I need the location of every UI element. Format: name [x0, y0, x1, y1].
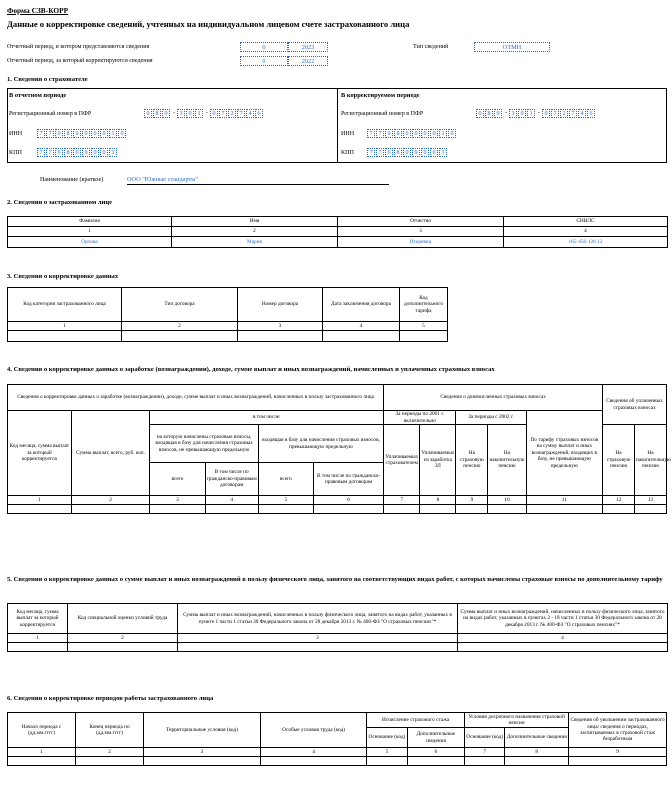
digit-cell[interactable]: 8 [64, 129, 72, 138]
digit-cell[interactable]: 2 [228, 109, 236, 118]
reporting-year-field[interactable]: 2023 [288, 42, 328, 52]
form-code: Форма СЗВ-КОРР [7, 6, 69, 15]
corrected-year-field[interactable]: 2022 [288, 56, 328, 66]
digit-cell[interactable]: 0 [421, 129, 429, 138]
column-number: 1 [8, 496, 72, 505]
reg-number-label-corrected: Регистрационный номер в ПФР [341, 111, 424, 117]
info-type-label: Тип сведений [413, 44, 449, 50]
section-2-title: 2. Сведения о застрахованном лице [7, 199, 113, 206]
digit-cell[interactable]: 0 [412, 129, 420, 138]
data-cell[interactable] [400, 331, 448, 342]
digit-cell[interactable]: 1 [439, 129, 447, 138]
digit-cell[interactable]: 1 [109, 148, 117, 157]
reporting-period-label: Отчетный период, в котором представляются сведения [7, 44, 150, 50]
column-number: 8 [505, 748, 569, 757]
column-number: 1 [8, 322, 122, 331]
corrected-period-subtitle: В корректируемом периоде [341, 92, 420, 99]
data-cell[interactable] [323, 331, 400, 342]
reg-number-field-corrected[interactable] [476, 108, 596, 118]
data-cell[interactable] [8, 331, 122, 342]
digit-cell[interactable]: 9 [82, 148, 90, 157]
paid-funded-pension-header: На накопительную пенсию [635, 425, 667, 496]
column-number: 8 [420, 496, 456, 505]
column-number: 4 [260, 748, 366, 757]
period-end-header: Конец периода по (дд.мм.гггг) [76, 713, 144, 748]
contract-date-header: Дата заключения договора [323, 288, 400, 322]
digit-cell[interactable]: 7 [37, 129, 45, 138]
column-number: 9 [456, 496, 488, 505]
section-5-title: 5. Сведения о корректировке данных о сумме выплат и иных вознаграждений в пользу физического лица, занятого на соответствующих видах работ, с которых начислены страховые взносы по дополнительному тарифу [7, 576, 663, 583]
digit-cell[interactable]: 0 [55, 148, 63, 157]
digit-cell[interactable]: 7 [367, 148, 375, 157]
extra-tariff-table [7, 603, 668, 652]
separator: - [173, 110, 175, 116]
column-number: 7 [464, 748, 504, 757]
column-number: 3 [238, 322, 323, 331]
work-periods-table [7, 712, 667, 766]
name-header: Имя [172, 217, 338, 227]
digit-cell[interactable]: 0 [403, 129, 411, 138]
digit-cell[interactable]: 0 [542, 109, 550, 118]
reporting-quarter-field[interactable]: 0 [240, 42, 288, 52]
column-number: 5 [258, 496, 313, 505]
correction-data-table [7, 287, 448, 342]
seniority-basis-header: Основание (код) [367, 728, 407, 748]
category-code-header: Код категории застрахованного лица [8, 288, 122, 322]
reg-number-label: Регистрационный номер в ПФР [9, 111, 92, 117]
digit-cell[interactable]: 0 [518, 109, 526, 118]
column-number: 4 [323, 322, 400, 331]
name-value[interactable]: Мария [172, 237, 338, 248]
digit-cell[interactable]: 1 [195, 109, 203, 118]
insured-person-table [7, 216, 668, 248]
digit-cell[interactable]: 8 [485, 109, 493, 118]
section-3-title: 3. Сведения о корректировке данных [7, 273, 119, 280]
inn-field[interactable] [37, 128, 127, 138]
column-number: 3 [178, 634, 458, 643]
patronymic-header: Отчество [338, 217, 504, 227]
section-6-title: 6. Сведения о корректировке периодов работы застрахованного лица [7, 695, 214, 702]
funded-pension-header: На накопительную пенсию [488, 425, 526, 496]
insurance-pension-header: На страховую пенсию [456, 425, 488, 496]
before-2001-header: За периоды по 2001 г. включительно [384, 411, 456, 425]
including-header: в том числе: [150, 411, 384, 425]
total-below-header: всего [150, 463, 205, 496]
kpp-field[interactable] [37, 147, 118, 157]
insurer-divider [337, 88, 338, 163]
digit-cell[interactable]: 7 [237, 109, 245, 118]
digit-cell[interactable]: 1 [439, 148, 447, 157]
since-2002-header: За периоды с 2002 г. [456, 411, 526, 425]
below-limit-header: на которую начислены страховые взносы, входящая в базу для начисления страховых взносов, не превышающую предельную [150, 425, 258, 463]
digit-cell[interactable]: 1 [109, 129, 117, 138]
column-number: 2 [122, 322, 238, 331]
digit-cell[interactable]: 7 [569, 109, 577, 118]
digit-cell[interactable]: 4 [578, 109, 586, 118]
surname-header: Фамилия [8, 217, 172, 227]
digit-cell[interactable]: 7 [46, 148, 54, 157]
org-name-field[interactable]: ООО "Южные стандарты" [127, 176, 389, 185]
column-number: 11 [526, 496, 603, 505]
column-number: 4 [504, 227, 668, 237]
employer-paid-header: Уплачиваемых страхователем [384, 425, 420, 496]
column-number: 2 [172, 227, 338, 237]
inn-field-corrected[interactable] [367, 128, 457, 138]
digit-cell[interactable]: 3 [509, 109, 517, 118]
corrected-period-label: Отчетный период, за который корректируются сведения [7, 58, 153, 64]
extra-tariff-header: Код дополнительного тарифа [400, 288, 448, 322]
month-code-header: Код месяца, сумма выплат за который корректируется [8, 604, 68, 634]
column-number: 4 [458, 634, 668, 643]
column-number: 7 [384, 496, 420, 505]
column-number: 2 [76, 748, 144, 757]
digit-cell[interactable]: 2 [560, 109, 568, 118]
dismissal-header: Сведения об увольнении застрахованного лица/ сведения о периодах, засчитываемых в страховой стаж безработным [569, 713, 667, 748]
total-payments-header: Сумма выплат, всего, руб. коп. [71, 411, 150, 496]
digit-cell[interactable]: 7 [46, 129, 54, 138]
digit-cell[interactable]: 7 [37, 148, 45, 157]
reporting-period-subtitle: В отчетном периоде [9, 92, 67, 99]
snils-header: СНИЛС [504, 217, 668, 227]
column-number: 6 [314, 496, 384, 505]
digit-cell[interactable]: 0 [210, 109, 218, 118]
digit-cell[interactable]: 0 [421, 148, 429, 157]
column-number: 2 [68, 634, 178, 643]
digit-cell[interactable]: 0 [385, 148, 393, 157]
employee-paid-header: Уплачиваемых из заработка ЗЛ [420, 425, 456, 496]
special-conditions-header: Особые условия труда (код) [260, 713, 366, 748]
period-start-header: Начало периода с (дд.мм.гггг) [8, 713, 76, 748]
digit-cell[interactable]: 8 [64, 148, 72, 157]
digit-cell[interactable]: 6 [587, 109, 595, 118]
digit-cell[interactable]: 7 [551, 109, 559, 118]
column-number: 5 [400, 322, 448, 331]
digit-cell[interactable]: 9 [162, 109, 170, 118]
digit-cell[interactable]: 6 [255, 109, 263, 118]
column-number: 1 [8, 748, 76, 757]
month-code-header: Код месяца, сумма выплат за который корректируется [8, 411, 72, 496]
digit-cell[interactable]: 0 [82, 129, 90, 138]
table-row[interactable] [8, 643, 668, 652]
early-basis-header: Основание (код) [464, 728, 504, 748]
digit-cell[interactable]: 1 [527, 109, 535, 118]
above-limit-header: входящая в базу для начисления страховых взносов, превышающую предельную [258, 425, 383, 463]
digit-cell[interactable]: 0 [430, 148, 438, 157]
separator: - [505, 110, 507, 116]
digit-cell[interactable]: 0 [118, 129, 126, 138]
digit-cell[interactable]: 4 [246, 109, 254, 118]
digit-cell[interactable]: 0 [186, 109, 194, 118]
total-above-header: всего [258, 463, 313, 496]
patronymic-value[interactable]: Игоревна [338, 237, 504, 248]
digit-cell[interactable]: 7 [219, 109, 227, 118]
kpp-field-corrected[interactable] [367, 147, 448, 157]
payments-items2-18-header: Сумма выплат и иных вознаграждений, начисленных в пользу физического лица, занятого на видах работ, указанных в пунктах 2 - 18 части 1 статьи 30 Федерального закона от 28 декабря 2013 г. № 400-ФЗ "О страховых пенсиях"* [458, 604, 668, 634]
digit-cell[interactable]: 0 [100, 148, 108, 157]
digit-cell[interactable]: 0 [73, 148, 81, 157]
contract-type-header: Тип договора [122, 288, 238, 322]
earnings-table [7, 384, 671, 514]
snils-value[interactable]: 165-456-126 12 [504, 237, 668, 248]
paid-insurance-pension-header: На страховую пенсию [603, 425, 635, 496]
digit-cell[interactable]: 0 [91, 129, 99, 138]
reg-number-field[interactable] [144, 108, 264, 118]
surname-value[interactable]: Орлова [8, 237, 172, 248]
column-number: 9 [569, 748, 667, 757]
column-number: 3 [338, 227, 504, 237]
data-cell[interactable] [238, 331, 323, 342]
digit-cell[interactable]: 7 [376, 129, 384, 138]
digit-cell[interactable]: 0 [144, 109, 152, 118]
table-row[interactable] [8, 505, 667, 514]
column-number: 6 [407, 748, 464, 757]
kpp-label-corrected: КПП [341, 150, 354, 156]
territorial-conditions-header: Территориальные условия (код) [144, 713, 261, 748]
seniority-header: Исчисление страхового стажа [367, 713, 465, 728]
column-number: 2 [71, 496, 150, 505]
section-1-title: 1. Сведения о страхователе [7, 76, 88, 83]
info-type-field[interactable]: ОТМН [474, 42, 550, 52]
column-number: 12 [603, 496, 635, 505]
column-number: 3 [144, 748, 261, 757]
digit-cell[interactable]: 0 [55, 129, 63, 138]
separator: - [206, 110, 208, 116]
digit-cell[interactable]: 0 [430, 129, 438, 138]
digit-cell[interactable]: 8 [394, 129, 402, 138]
column-number: 10 [488, 496, 526, 505]
column-number: 4 [205, 496, 258, 505]
digit-cell[interactable]: 0 [385, 129, 393, 138]
digit-cell[interactable]: 0 [91, 148, 99, 157]
data-cell[interactable] [122, 331, 238, 342]
early-pension-header: Условия досрочного назначения страховой пенсии [464, 713, 568, 728]
column-number: 1 [8, 227, 172, 237]
column-number: 1 [8, 634, 68, 643]
payments-item1-header: Сумма выплат и иных вознаграждений, начисленных в пользу физического лица, занятого на видах работ, указанных в пункте 1 части 1 статьи 30 Федерального закона от 28 декабря 2013 г. № 400-ФЗ "О страховых пенсиях"* [178, 604, 458, 634]
paid-contributions-header: Сведения об уплаченных страховых взносах [603, 385, 667, 425]
earnings-group-header: Сведения о корректировке данных о заработке (вознаграждении), доходе, сумме выплат и иных вознаграждений, начисленных в пользу застрахованного лица [8, 385, 384, 411]
section-4-title: 4. Сведения о корректировке данных о заработке (вознаграждении), доходе, сумме выплат и иных вознаграждений, начисленных и уплаченных страховых взносах [7, 366, 495, 373]
digit-cell[interactable]: 8 [153, 109, 161, 118]
accrued-contributions-header: Сведения о доначисленных страховых взносах [384, 385, 603, 411]
digit-cell[interactable]: 0 [448, 129, 456, 138]
civil-below-header: В том числе по гражданско-правовым договорам [205, 463, 258, 496]
seniority-extra-header: Дополнительные сведения [407, 728, 464, 748]
org-name-label: Наименование (краткое) [40, 177, 104, 183]
separator: - [538, 110, 540, 116]
column-number: 13 [635, 496, 667, 505]
digit-cell[interactable]: 0 [476, 109, 484, 118]
table-row[interactable] [8, 757, 667, 766]
corrected-quarter-field[interactable]: 0 [240, 56, 288, 66]
column-number: 5 [367, 748, 407, 757]
kpp-label: КПП [9, 150, 22, 156]
digit-cell[interactable]: 0 [73, 129, 81, 138]
inn-label-corrected: ИНН [341, 131, 355, 137]
digit-cell[interactable]: 3 [177, 109, 185, 118]
digit-cell[interactable]: 0 [403, 148, 411, 157]
digit-cell[interactable]: 9 [412, 148, 420, 157]
digit-cell[interactable]: 7 [367, 129, 375, 138]
digit-cell[interactable]: 8 [394, 148, 402, 157]
contract-number-header: Номер договора [238, 288, 323, 322]
special-assessment-header: Код специальной оценки условий труда [68, 604, 178, 634]
column-number: 3 [150, 496, 205, 505]
civil-above-header: В том числе по гражданско-правовым договорам [314, 463, 384, 496]
digit-cell[interactable]: 7 [376, 148, 384, 157]
page-title: Данные о корректировке сведений, учтенных на индивидуальном лицевом счете застрахованного лица [7, 19, 410, 29]
digit-cell[interactable]: 0 [100, 129, 108, 138]
column-numbers-row [8, 496, 667, 505]
tariff-header: По тарифу страховых взносов на сумму выплат и иных вознаграждений, входящих в базу, не превышающую предельную [526, 411, 603, 496]
digit-cell[interactable]: 9 [494, 109, 502, 118]
inn-label: ИНН [9, 131, 23, 137]
early-extra-header: Дополнительные сведения [505, 728, 569, 748]
